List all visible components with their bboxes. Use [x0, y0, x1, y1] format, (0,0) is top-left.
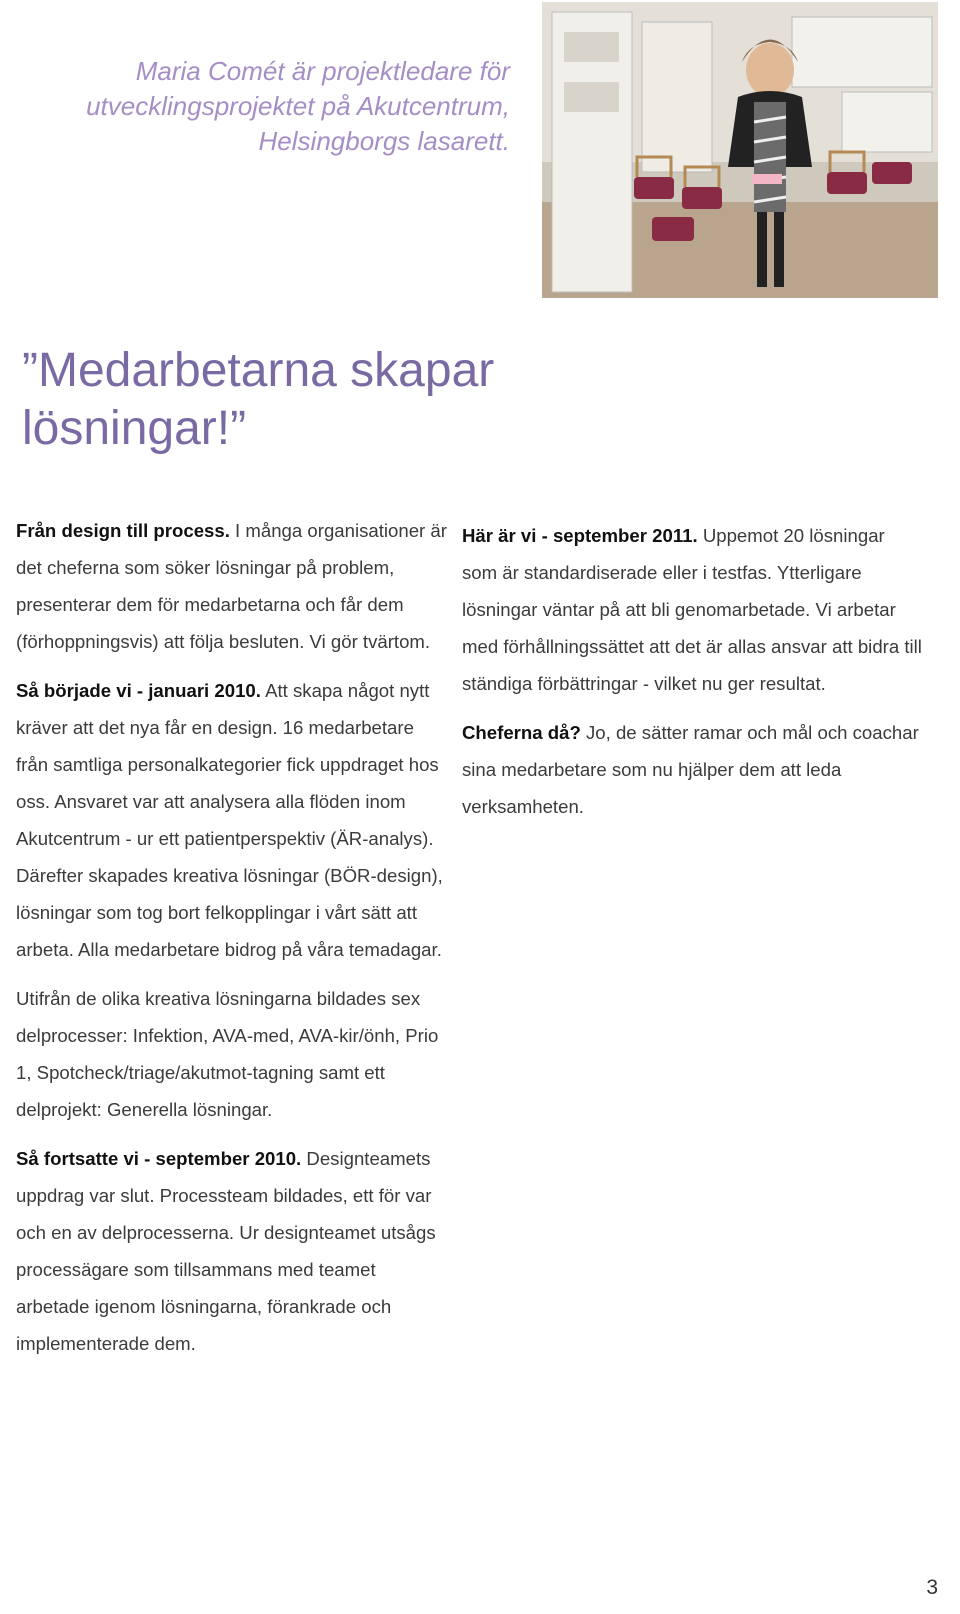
paragraph-lead: Här är vi - september 2011.	[462, 525, 698, 546]
paragraph-text: Att skapa något nytt kräver att det nya får en design. 16 medarbetare från samtliga personalkategorier fick uppdraget hos oss. Ansvaret var att analysera alla flöden inom Akutcentrum - ur ett patientperspektiv (ÄR-analys). Därefter skapades kreativa lösningar (BÖR-design), lösningar som tog bort felkopplingar i vårt sätt att arbeta. Alla medarbetare bidrog på våra temadagar.	[16, 680, 443, 960]
right-column	[462, 517, 922, 837]
paragraph-lead: Så fortsatte vi - september 2010.	[16, 1148, 302, 1169]
paragraph	[16, 512, 448, 660]
page-number: 3	[926, 1576, 938, 1599]
paragraph	[16, 1140, 448, 1362]
paragraph-text: Jo, de sätter ramar och mål och coachar sina medarbetare som nu hjälper dem att leda verksamheten.	[462, 722, 919, 817]
paragraph	[462, 517, 922, 702]
paragraph-text: Utifrån de olika kreativa lösningarna bildades sex delprocesser: Infektion, AVA-med, AVA-kir/önh, Prio 1, Spotcheck/triage/akutmot-tagning samt ett delprojekt: Generella lösningar.	[16, 988, 439, 1120]
paragraph-lead: Från design till process.	[16, 520, 230, 541]
portrait-photo	[542, 2, 938, 298]
paragraph	[16, 672, 448, 968]
paragraph-lead: Så började vi - januari 2010.	[16, 680, 261, 701]
paragraph-text: Designteamets uppdrag var slut. Processteam bildades, ett för var och en av delprocesserna. Ur designteamet utsågs processägare som tillsammans med teamet arbetade igenom lösningarna, förankrade och implementerade dem.	[16, 1148, 436, 1354]
left-column	[16, 512, 448, 1374]
paragraph-lead: Cheferna då?	[462, 722, 581, 743]
paragraph	[16, 980, 448, 1128]
paragraph	[462, 714, 922, 825]
paragraph-text: I många organisationer är det cheferna som söker lösningar på problem, presenterar dem för medarbetarna och får dem (förhoppningsvis) att följa besluten. Vi gör tvärtom.	[16, 520, 447, 652]
paragraph-text: Uppemot 20 lösningar som är standardiserade eller i testfas. Ytterligare lösningar väntar på att bli genomarbetade. Vi arbetar med förhållningssättet att det är allas ansvar att bidra till ständiga förbättringar - vilket nu ger resultat.	[462, 525, 922, 694]
headline: ”Medarbetarna skapar lösningar!”	[22, 344, 495, 455]
photo-caption: Maria Comét är projektledare för utvecklingsprojektet på Akutcentrum, Helsingborgs lasarett.	[86, 56, 510, 156]
